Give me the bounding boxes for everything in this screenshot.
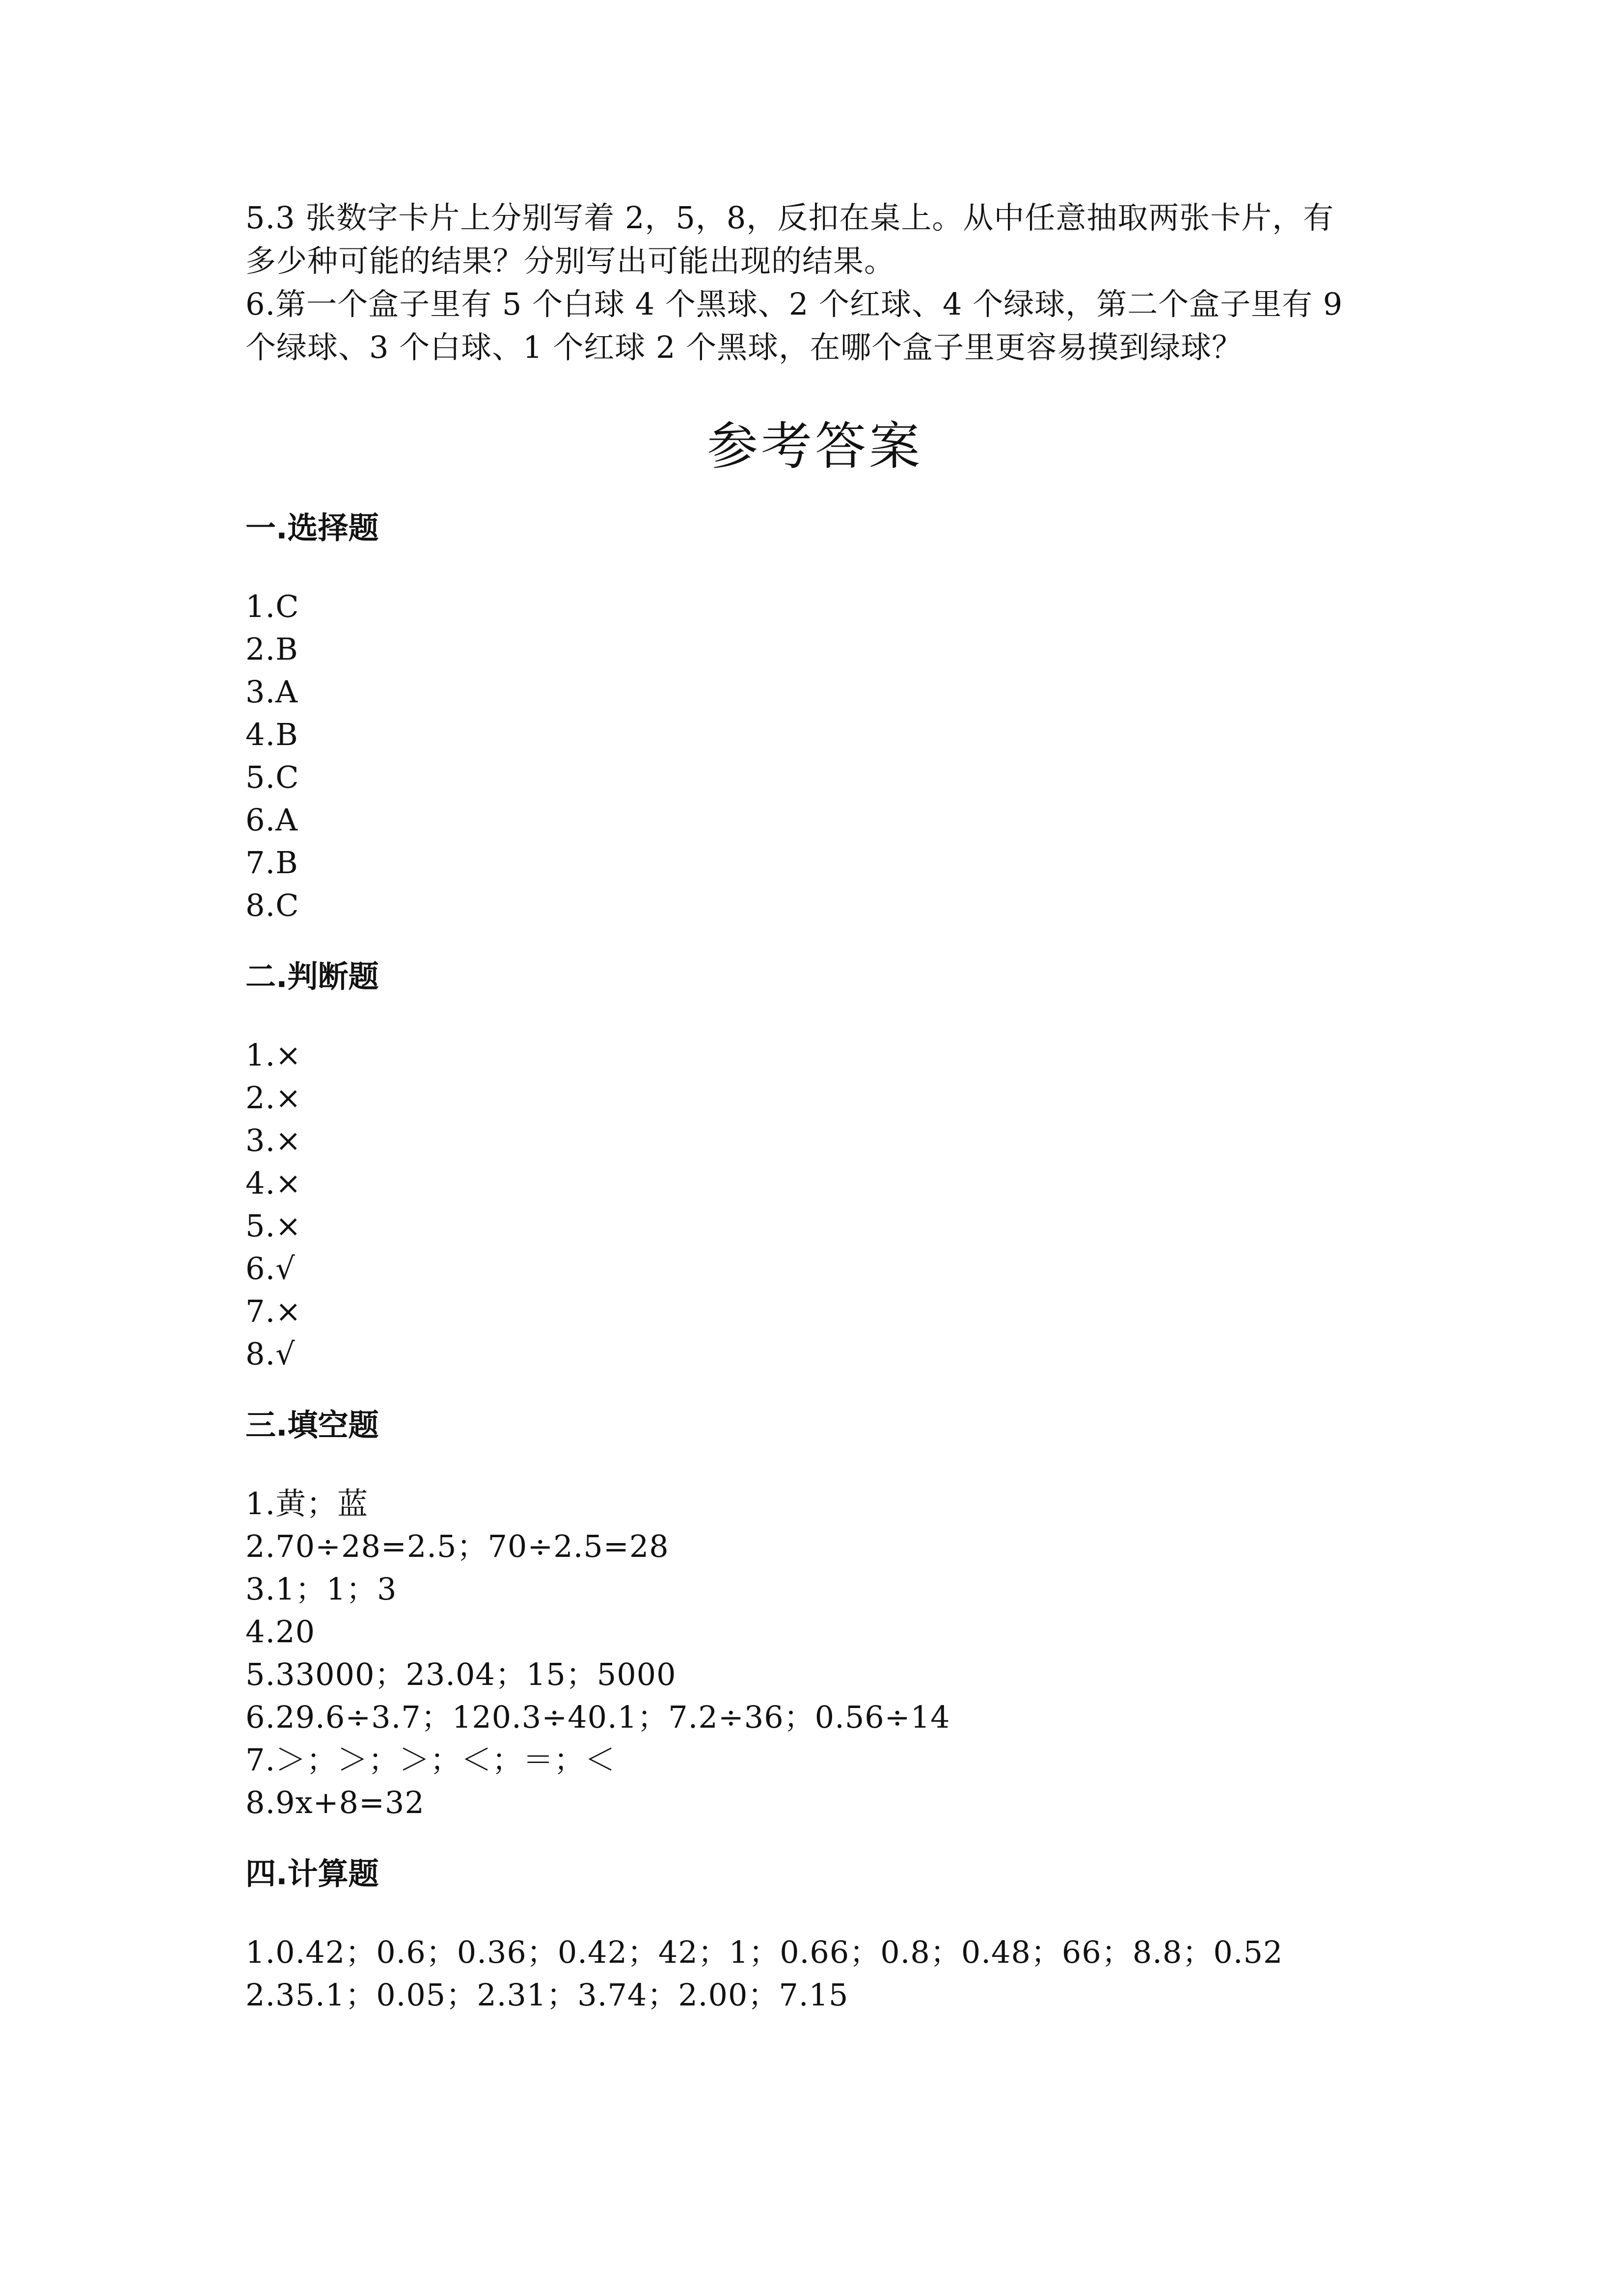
answer-item: 1.× [245, 1037, 302, 1073]
answer-item: 8.9x+8=32 [245, 1785, 425, 1820]
section-heading: 四.计算题 [245, 1856, 379, 1892]
question-5-line-2: 多少种可能的结果？分别写出可能出现的结果。 [245, 243, 895, 279]
answer-item: 2.70÷28=2.5；70÷2.5=28 [245, 1528, 669, 1564]
question-6 [245, 283, 1384, 369]
answer-list [245, 1482, 1384, 1824]
answer-item: 1.黄；蓝 [245, 1486, 369, 1522]
answer-list [245, 1931, 1384, 2016]
section-fill-in-blank [245, 1404, 1384, 1824]
answer-item: 7.B [245, 845, 298, 881]
question-6-line-1: 6.第一个盒子里有 5 个白球 4 个黑球、2 个红球、4 个绿球，第二个盒子里有 9 [245, 286, 1343, 322]
answer-item: 3.A [245, 674, 298, 710]
answer-item: 1.0.42；0.6；0.36；0.42；42；1；0.66；0.8；0.48；66；8.8；0.52 [245, 1934, 1283, 1970]
answer-item: 8.√ [245, 1336, 296, 1372]
question-6-line-2: 个绿球、3 个白球、1 个红球 2 个黑球，在哪个盒子里更容易摸到绿球？ [245, 329, 1243, 365]
answer-item: 4.B [245, 717, 298, 752]
answer-item: 8.C [245, 887, 299, 923]
answer-item: 5.× [245, 1208, 302, 1244]
answer-item: 4.20 [245, 1614, 316, 1650]
answer-item: 3.× [245, 1122, 302, 1158]
section-true-false [245, 955, 1384, 1375]
question-5-line-1: 5.3 张数字卡片上分别写着 2，5，8，反扣在桌上。从中任意抽取两张卡片，有 [245, 200, 1334, 236]
answer-item: 6.A [245, 802, 298, 838]
answer-item: 5.C [245, 759, 299, 795]
answer-list [245, 1034, 1384, 1375]
answer-key-title: 参考答案 [706, 416, 923, 476]
answer-item: 2.B [245, 631, 298, 667]
answer-item: 7.× [245, 1293, 302, 1329]
answer-item: 3.1；1；3 [245, 1571, 397, 1607]
answer-list [245, 585, 1384, 927]
answer-item: 2.35.1；0.05；2.31；3.74；2.00；7.15 [245, 1977, 849, 2013]
section-heading: 二.判断题 [245, 959, 379, 994]
section-heading: 三.填空题 [245, 1407, 379, 1443]
question-5 [245, 196, 1384, 283]
section-heading: 一.选择题 [245, 510, 379, 546]
section-multiple-choice [245, 507, 1384, 927]
answer-item: 5.33000；23.04；15；5000 [245, 1656, 677, 1692]
section-calculation [245, 1852, 1384, 2016]
answer-item: 2.× [245, 1080, 302, 1116]
answer-item: 7.＞；＞；＞；＜；＝；＜ [245, 1742, 616, 1778]
answer-item: 4.× [245, 1165, 302, 1201]
answer-item: 6.29.6÷3.7；120.3÷40.1；7.2÷36；0.56÷14 [245, 1699, 950, 1735]
page-content [245, 196, 1384, 2016]
answer-item: 1.C [245, 588, 299, 624]
answer-item: 6.√ [245, 1251, 296, 1286]
